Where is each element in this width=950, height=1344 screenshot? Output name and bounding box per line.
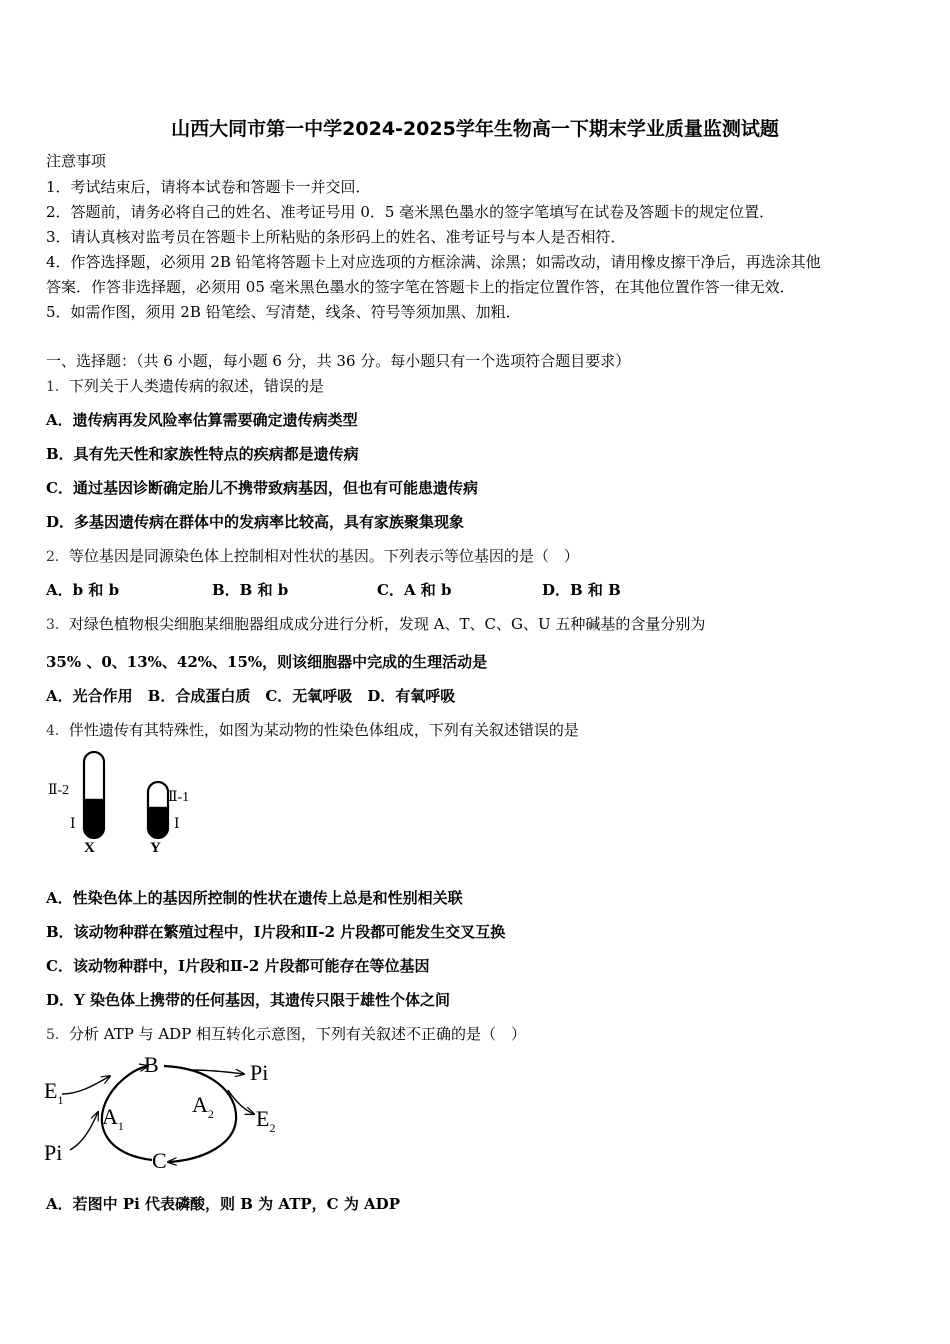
e2-label: $E_2$	[256, 1106, 276, 1135]
q1-option-c: C．通过基因诊断确定胎儿不携带致病基因，但也有可能患遗传病	[46, 479, 478, 497]
q2-option-b: B．B 和 b	[212, 581, 289, 599]
arrow-pi-in	[70, 1112, 98, 1150]
a2-label: $A_2$	[192, 1092, 214, 1121]
q1-option-b: B．具有先天性和家族性特点的疾病都是遗传病	[46, 445, 359, 463]
arrow-e2	[228, 1090, 254, 1114]
question-1	[46, 376, 324, 397]
q1-option-d: D．多基因遗传病在群体中的发病率比较高，具有家族聚集现象	[46, 513, 465, 531]
notice-heading: 注意事项	[46, 152, 107, 170]
q4-option-c: C．该动物种群中，Ⅰ片段和Ⅱ-2 片段都可能存在等位基因	[46, 957, 430, 975]
question-stem: 对绿色植物根尖细胞某细胞器组成成分进行分析，发现 A、T、C、G、U 五种碱基的含量分别为	[68, 615, 706, 633]
q2-option-d: D．B 和 B	[542, 581, 621, 599]
node-c-label: C	[152, 1148, 167, 1173]
question-number: 2．	[46, 549, 69, 565]
q4-option-d: D．Y 染色体上携带的任何基因，其遗传只限于雄性个体之间	[46, 991, 450, 1009]
question-number: 3．	[46, 617, 69, 633]
q2-option-a: A．b 和 b	[46, 581, 120, 599]
sex-chromosome-figure	[40, 748, 220, 860]
notice-item-2: 2．答题前，请务必将自己的姓名、准考证号用 0．5 毫米黑色墨水的签字笔填写在试卷及答题卡的规定位置．	[46, 203, 775, 221]
node-b-label: B	[144, 1052, 159, 1077]
y-segment-ii1-label: Ⅱ-1	[168, 790, 190, 805]
x-chromosome-label: X	[84, 840, 95, 856]
q4-option-b: B．该动物种群在繁殖过程中，Ⅰ片段和Ⅱ-2 片段都可能发生交叉互换	[46, 923, 506, 941]
notice-item-1: 1．考试结束后，请将本试卷和答题卡一并交回．	[46, 178, 371, 196]
question-3-stem-cont: 35% 、0、13%、42%、15%，则该细胞器中完成的生理活动是	[46, 653, 488, 671]
question-number: 5．	[46, 1027, 69, 1043]
q1-option-a: A．遗传病再发风险率估算需要确定遗传病类型	[46, 411, 358, 429]
y-segment-i-label: Ⅰ	[174, 817, 180, 832]
question-stem: 伴性遗传有其特殊性，如图为某动物的性染色体组成，下列有关叙述错误的是	[68, 721, 579, 739]
y-chromosome	[148, 782, 168, 838]
atp-adp-cycle-figure	[40, 1050, 300, 1175]
question-stem: 分析 ATP 与 ADP 相互转化示意图，下列有关叙述不正确的是（ ）	[68, 1025, 527, 1043]
notice-item-3: 3．请认真核对监考员在答题卡上所粘贴的条形码上的姓名、准考证号与本人是否相符．	[46, 228, 626, 246]
page-title: 山西大同市第一中学2024-2025学年生物高一下期末学业质量监测试题	[171, 118, 779, 140]
question-4	[46, 720, 579, 741]
a1-label: $A_1$	[102, 1104, 124, 1133]
question-number: 1．	[46, 379, 69, 395]
x-segment-ii2-label: Ⅱ-2	[48, 783, 70, 798]
e1-label: $E_1$	[44, 1078, 64, 1107]
notice-item-4: 4．作答选择题，必须用 2B 铅笔将答题卡上对应选项的方框涂满、涂黑；如需改动，请用橡皮擦干净后，再选涂其他	[46, 253, 821, 271]
arrow-e1	[62, 1076, 110, 1094]
q4-option-a: A．性染色体上的基因所控制的性状在遗传上总是和性别相关联	[46, 889, 463, 907]
pi-input-label: Pi	[44, 1140, 63, 1165]
question-2	[46, 546, 579, 567]
section-heading: 一、选择题：（共 6 小题，每小题 6 分，共 36 分。每小题只有一个选项符合题目要求）	[46, 352, 631, 370]
question-stem: 下列关于人类遗传病的叙述，错误的是	[68, 377, 324, 395]
q3-options: A．光合作用 B．合成蛋白质 C．无氧呼吸 D．有氧呼吸	[46, 687, 456, 705]
question-number: 4．	[46, 723, 69, 739]
question-3	[46, 614, 705, 635]
q5-option-a: A．若图中 Pi 代表磷酸，则 B 为 ATP，C 为 ADP	[46, 1195, 400, 1213]
notice-item-4-cont: 答案．作答非选择题，必须用 05 毫米黑色墨水的签字笔在答题卡上的指定位置作答，在其他位置作答一律无效．	[46, 278, 795, 296]
notice-item-5: 5．如需作图，须用 2B 铅笔绘、写清楚，线条、符号等须加黑、加粗．	[46, 303, 521, 321]
q2-option-c: C．A 和 b	[377, 581, 452, 599]
question-stem: 等位基因是同源染色体上控制相对性状的基因。下列表示等位基因的是（ ）	[68, 547, 579, 565]
x-segment-i-label: Ⅰ	[70, 817, 76, 832]
y-chromosome-label: Y	[150, 840, 161, 856]
pi-output-label: Pi	[250, 1060, 269, 1085]
question-5	[46, 1024, 526, 1045]
x-chromosome	[84, 752, 104, 838]
